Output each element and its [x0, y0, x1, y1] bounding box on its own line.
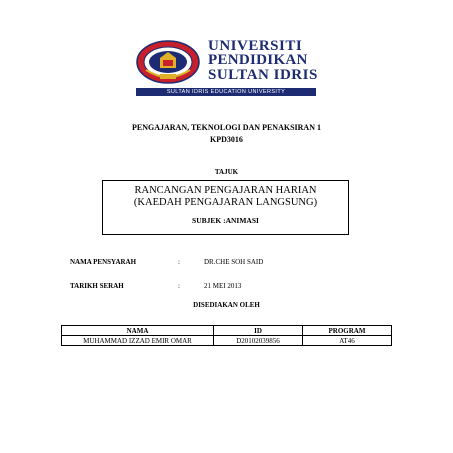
logo-text-line3: SULTAN IDRIS: [208, 67, 318, 83]
lecturer-value: DR.CHE SOH SAID: [204, 258, 264, 266]
cell-program: AT46: [303, 336, 392, 346]
university-logo: [136, 38, 316, 96]
logo-text-line1: UNIVERSITI: [208, 38, 303, 54]
lecturer-colon: :: [178, 258, 180, 266]
date-colon: :: [178, 282, 180, 290]
table-row: [62, 336, 392, 346]
course-code: KPD3016: [210, 135, 243, 144]
cell-id: D20102039856: [214, 336, 303, 346]
title-line2: (KAEDAH PENGAJARAN LANGSUNG): [133, 197, 318, 208]
title-line1: RANCANGAN PENGAJARAN HARIAN: [134, 185, 317, 196]
header-nama: NAMA: [62, 326, 214, 336]
course-title: PENGAJARAN, TEKNOLOGI DAN PENAKSIRAN 1: [132, 123, 321, 132]
title-box: [102, 180, 349, 235]
date-label: TARIKH SERAH: [70, 282, 124, 290]
university-crest-icon: [136, 40, 200, 86]
lecturer-label: NAMA PENSYARAH: [70, 258, 137, 266]
cell-nama: MUHAMMAD IZZAD EMIR OMAR: [62, 336, 214, 346]
logo-text-line2: PENDIDIKAN: [208, 52, 308, 68]
tajuk-label: TAJUK: [214, 168, 239, 176]
logo-english-band: SULTAN IDRIS EDUCATION UNIVERSITY: [136, 88, 316, 96]
date-value: 21 MEI 2013: [204, 282, 242, 290]
header-program: PROGRAM: [303, 326, 392, 336]
table-header-row: [62, 326, 392, 336]
subject-line: SUBJEK :ANIMASI: [192, 216, 259, 225]
student-table: [61, 325, 392, 346]
prepared-by-label: DISEDIAKAN OLEH: [193, 301, 260, 309]
header-id: ID: [214, 326, 303, 336]
